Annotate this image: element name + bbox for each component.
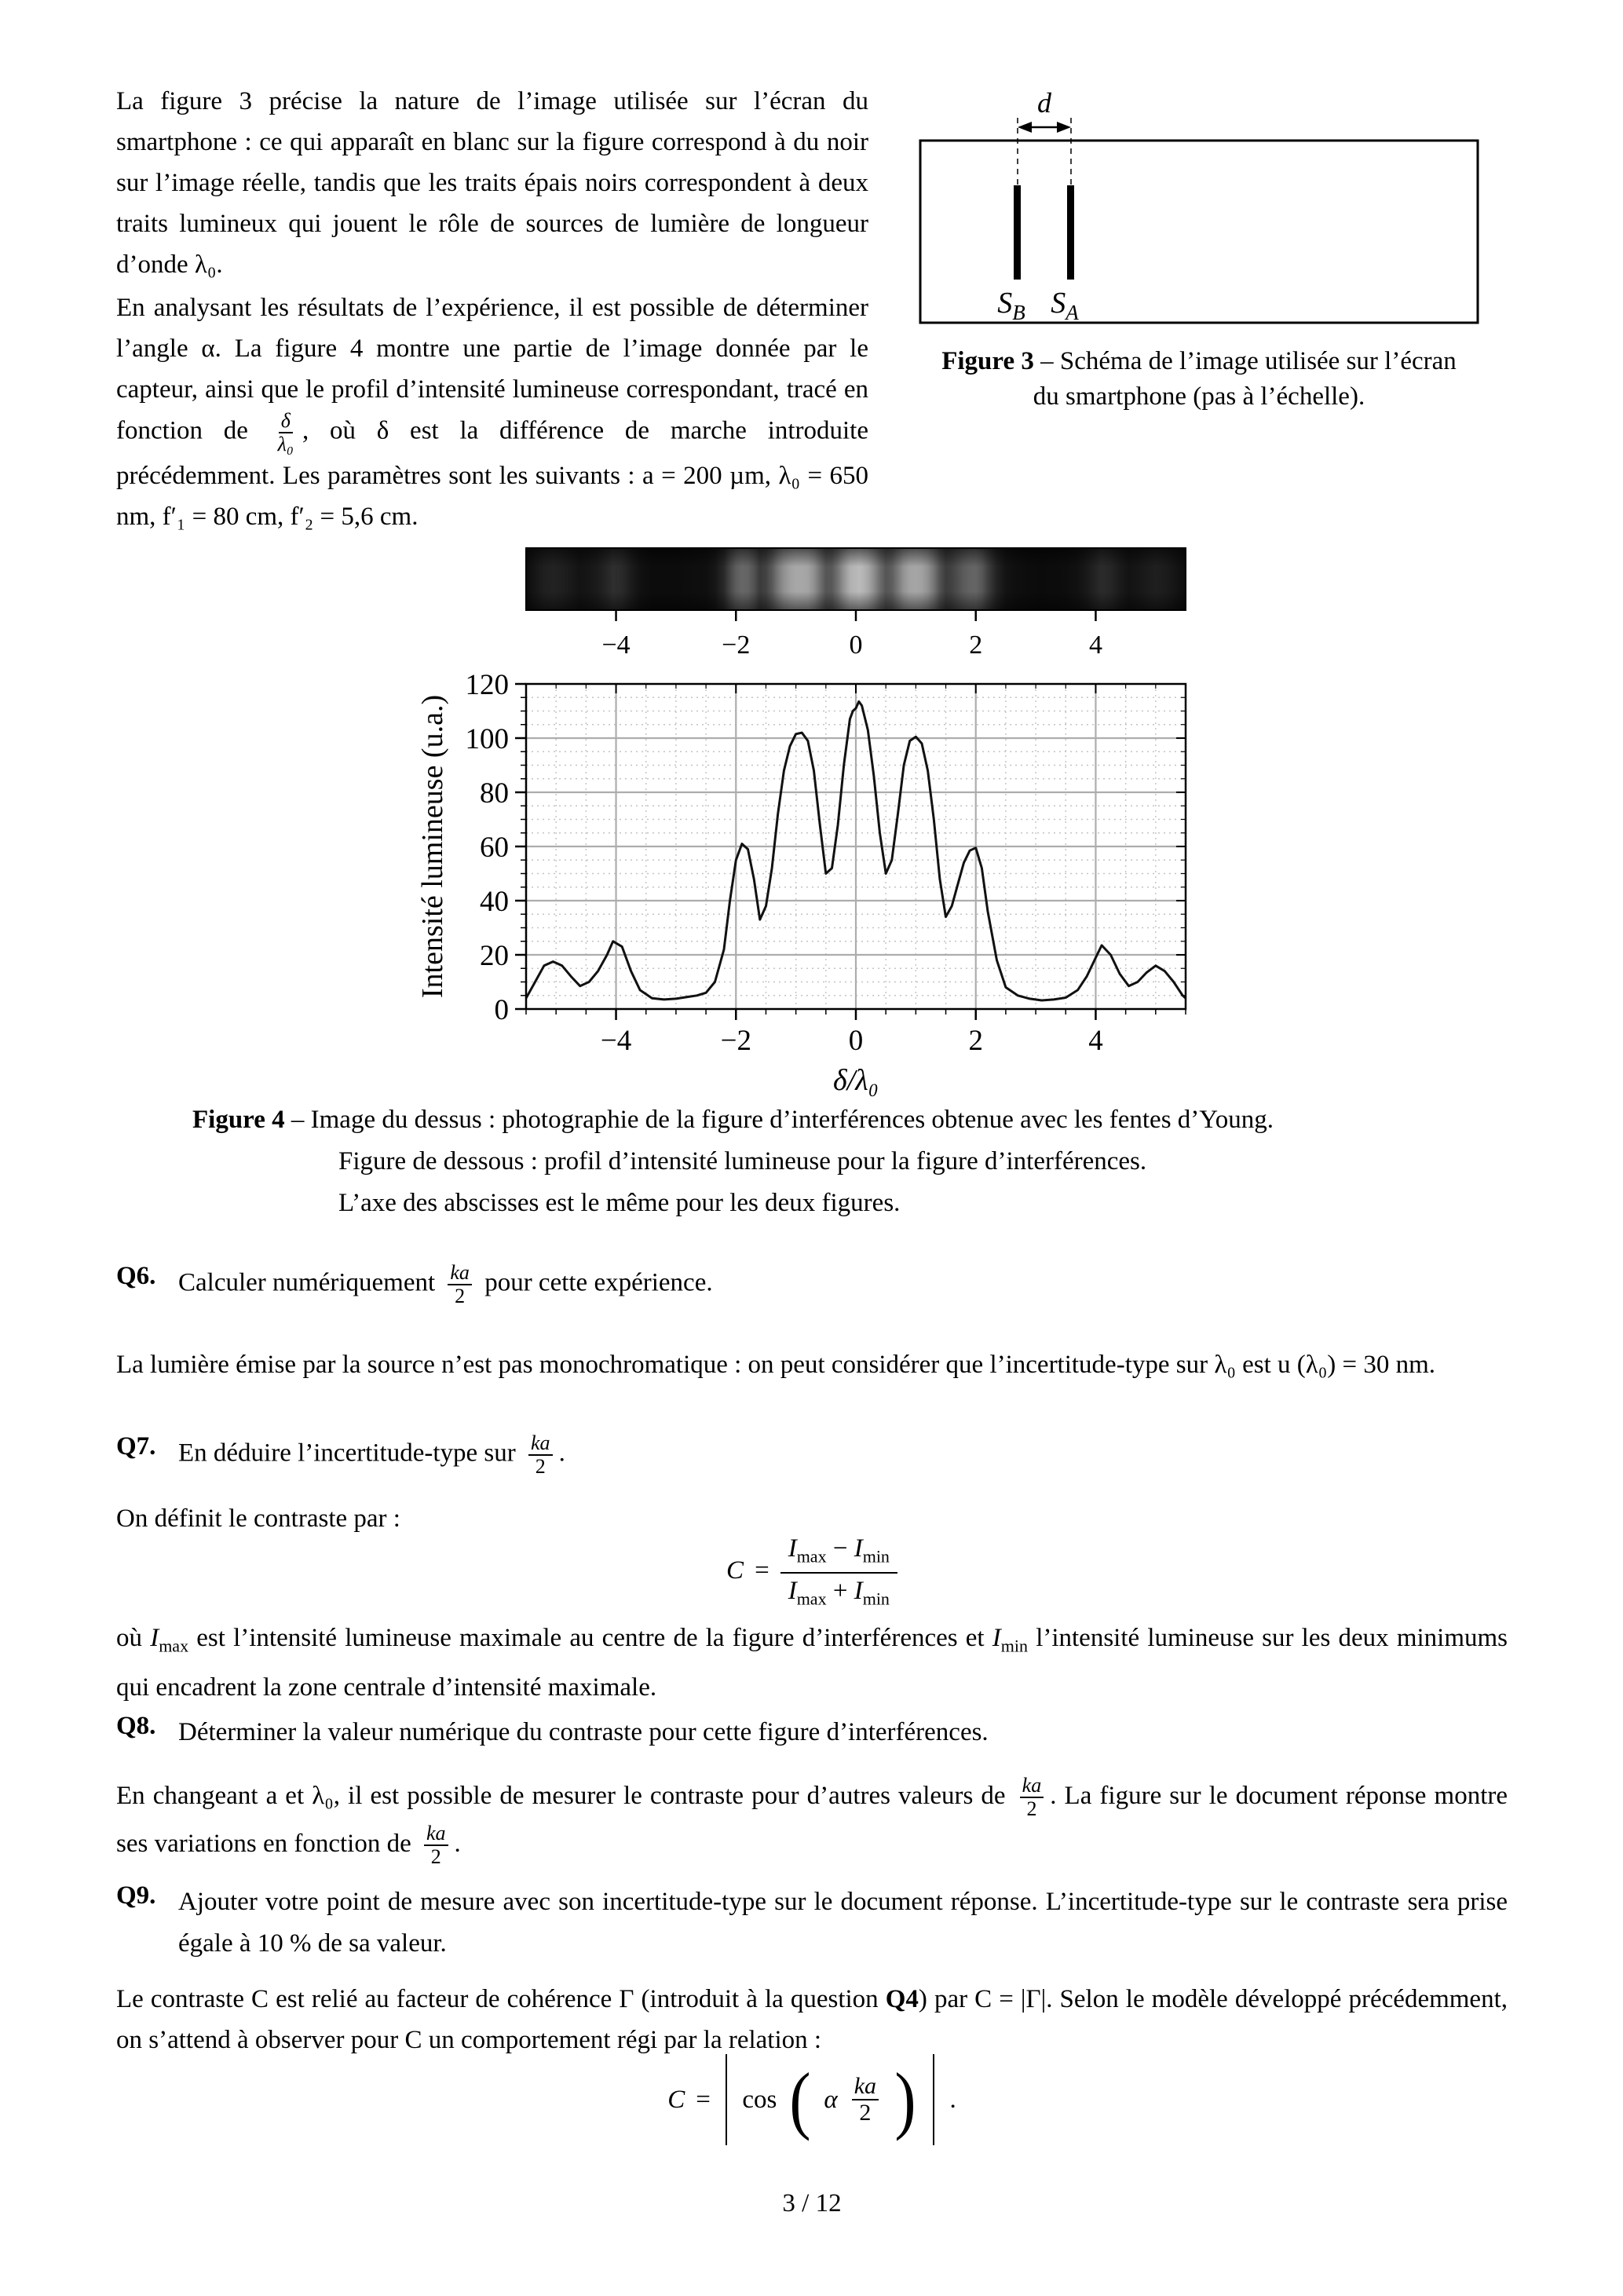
q7-label: Q7. [116, 1432, 156, 1461]
intro-paragraph-1: La figure 3 précise la nature de l’image utilisée sur l’écran du smartphone : ce qui apparaît en blanc sur la figure correspond à du noir sur l’image réelle, tandis que les traits épais noirs correspondent à deux traits lumineux qui jouent le rôle de sources de lumière de longueur d’onde λ₀. [116, 87, 868, 279]
contrast-definition-intro: On définit le contraste par : [116, 1504, 400, 1533]
monochromatic-paragraph: La lumière émise par la source n’est pas monochromatique : on peut considérer que l’incertitude-type sur λ₀ est u (λ₀) = 30 nm. [116, 1351, 1436, 1379]
figure4-caption-line2: Figure de dessous : profil d’intensité lumineuse pour la figure d’interférences. [338, 1147, 1147, 1175]
q6-text: Calculer numériquement $\frac{ka}{2}$ pour cette expérience. [178, 1261, 713, 1308]
ka2-fraction: $\frac{ka}{2}$ [424, 1823, 448, 1868]
plot-tick-labels [466, 669, 1103, 1057]
svg-text:100: 100 [465, 723, 509, 755]
d-arrowhead-left [1018, 122, 1032, 133]
svg-text:2: 2 [968, 1025, 983, 1057]
figure4-caption [192, 1099, 1480, 1224]
ka2-fraction: $\frac{ka}{2}$ [1020, 1775, 1044, 1820]
q6-label: Q6. [116, 1262, 156, 1290]
svg-text:0: 0 [494, 994, 509, 1026]
coherence-paragraph: Le contraste C est relié au facteur de cohérence Γ (introduit à la question Q4) par C = |Γ|. Selon le modèle développé précédemment, on s’attend à observer pour C un comportement régi par la relation : [116, 1985, 1508, 2054]
svg-text:2: 2 [969, 631, 983, 660]
svg-text:−2: −2 [722, 631, 751, 660]
ka2-fraction: $\frac{ka}{2}$ [852, 2074, 879, 2126]
d-label: d [1037, 87, 1051, 119]
svg-text:4: 4 [1088, 631, 1102, 660]
intro-paragraph-2 [116, 287, 868, 537]
question-q7 [116, 1432, 1508, 1478]
photo-strip-axis [601, 610, 1102, 660]
plot-y-axis-title: Intensité lumineuse (u.a.) [416, 694, 449, 999]
page-number: 3 / 12 [782, 2189, 842, 2217]
ka2-fraction: $\frac{ka}{2}$ [528, 1432, 553, 1478]
q9-text: Ajouter votre point de mesure avec son incertitude-type sur le document réponse. L’incertitude-type sur le contraste sera prise égale à 10 % de sa valeur. [178, 1888, 1508, 1958]
delta-lambda-fraction: $\frac{\delta}{\text{λ₀}}$ [277, 409, 294, 456]
figure4-graphics [408, 540, 1256, 1101]
svg-text:80: 80 [480, 777, 509, 810]
svg-text:0: 0 [848, 1025, 864, 1057]
question-q8 [116, 1712, 1508, 1753]
contrast-variation-paragraph: En changeant a et λ₀, il est possible de mesurer le contraste pour d’autres valeurs de $\frac{ka}{2}$ . La figure sur le document réponse montre ses variations en fonction de $\frac{ka}{2}$ . [116, 1774, 1508, 1868]
svg-text:−4: −4 [600, 1025, 632, 1057]
source-b-label: $S_B$ [997, 287, 1025, 324]
q7-text: En déduire l’incertitude-type sur $\frac{ka}{2}$ . [178, 1431, 565, 1479]
cosine-equation: C = cos ( α $\frac{ka}{2}$ ) . [116, 2054, 1508, 2145]
svg-text:−2: −2 [720, 1025, 751, 1057]
ka2-fraction: $\frac{ka}{2}$ [448, 1262, 472, 1307]
svg-text:60: 60 [480, 832, 509, 864]
figure4-caption-line3: L’axe des abscisses est le même pour les deux figures. [338, 1189, 901, 1217]
svg-text:4: 4 [1088, 1025, 1103, 1057]
svg-text:0: 0 [849, 631, 863, 660]
abs-bar-right [933, 2054, 935, 2145]
abs-bar-left [726, 2054, 728, 2145]
question-q9 [116, 1881, 1508, 1965]
svg-text:−4: −4 [601, 631, 631, 660]
question-q6 [116, 1262, 1508, 1307]
slit-bar-b [1014, 185, 1021, 280]
plot-x-axis-title: δ/λ₀ [833, 1064, 879, 1097]
para2-text-before: En analysant les résultats de l’expérience, il est possible de déterminer l’angle α. La figure 4 montre une partie de l’image donnée par le capteur, ainsi que le profil d’intensité lumineuse correspondant, tracé en fonction de [116, 294, 868, 445]
imax-imin-paragraph: où $I_{max}$ est l’intensité lumineuse maximale au centre de la figure d’interférences et $I_{min}$ l’intensité lumineuse sur les deux minimums qui encadrent la zone centrale d’intensité maximale. [116, 1624, 1508, 1702]
para2-text-after: , où δ est la différence de marche introduite précédemment. Les paramètres sont les suivants : a = 200 µm, λ₀ = 650 nm, f′₁ = 80 cm, f′₂ = 5,6 cm. [116, 416, 868, 532]
slit-bar-a [1067, 185, 1074, 280]
q9-label: Q9. [116, 1881, 156, 1910]
svg-text:20: 20 [480, 940, 509, 972]
svg-text:40: 40 [480, 886, 509, 918]
figure3-diagram [919, 75, 1479, 342]
source-a-label: $S_A$ [1051, 287, 1079, 324]
contrast-fraction: $I_{max} - I_{min}$ $I_{max} + I_{min}$ [780, 1533, 897, 1609]
d-arrowhead-right [1057, 122, 1071, 133]
figure3-caption: Figure 3 – Schéma de l’image utilisée sur l’écran du smartphone (pas à l’échelle). [941, 347, 1457, 411]
plot-gridlines [526, 684, 1186, 1009]
q8-text: Déterminer la valeur numérique du contraste pour cette figure d’interférences. [178, 1718, 989, 1746]
figure4-caption-line1: Figure 4 – Image du dessus : photographie de la figure d’interférences obtenue avec les fentes d’Young. [192, 1106, 1274, 1134]
contrast-equation: C = $I_{max} - I_{min}$ $I_{max} + I_{min}$ [116, 1533, 1508, 1609]
svg-text:120: 120 [465, 669, 509, 701]
q8-label: Q8. [116, 1712, 156, 1740]
photo-strip-shading [526, 548, 1186, 610]
